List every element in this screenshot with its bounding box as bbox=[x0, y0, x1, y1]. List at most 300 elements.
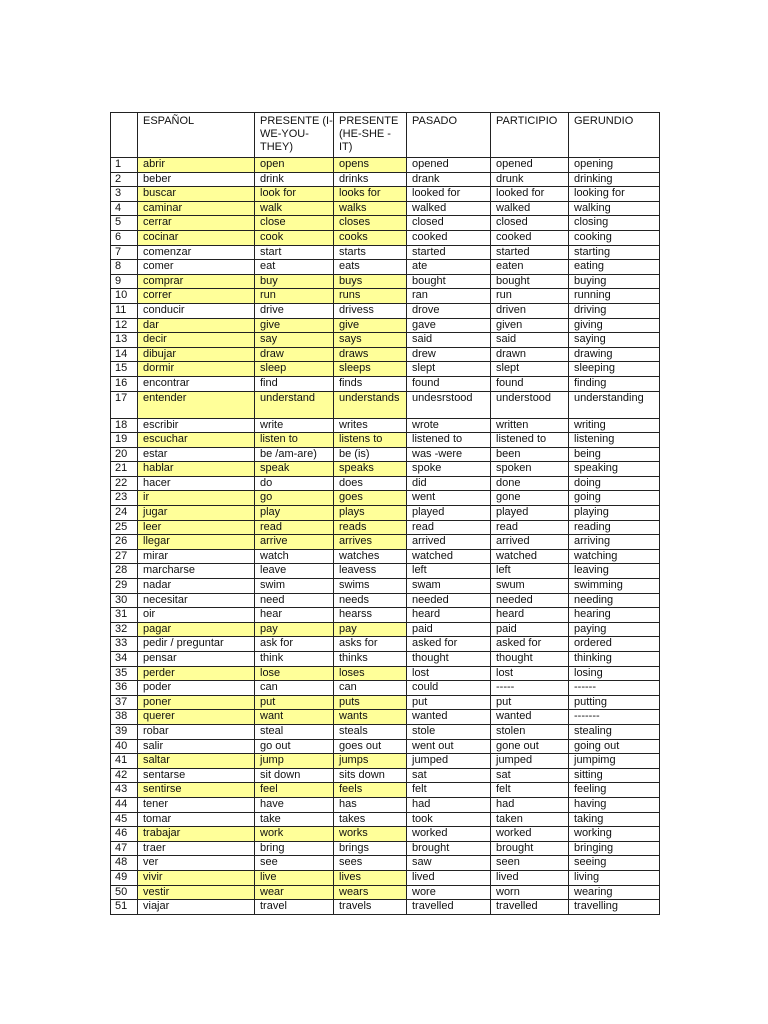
cell-pasado: drew bbox=[407, 347, 491, 362]
cell-espanol: pedir / preguntar bbox=[138, 637, 255, 652]
cell-presente-plural: start bbox=[255, 245, 334, 260]
cell-presente-singular: swims bbox=[334, 579, 407, 594]
table-row bbox=[111, 564, 660, 579]
cell-pasado: ran bbox=[407, 289, 491, 304]
cell-espanol: pagar bbox=[138, 622, 255, 637]
cell-gerundio: writing bbox=[569, 418, 660, 433]
cell-gerundio: being bbox=[569, 447, 660, 462]
row-number: 21 bbox=[111, 462, 138, 477]
cell-participio: gone out bbox=[491, 739, 569, 754]
cell-participio: taken bbox=[491, 812, 569, 827]
cell-participio: lived bbox=[491, 870, 569, 885]
cell-espanol: viajar bbox=[138, 900, 255, 915]
cell-presente-singular: loses bbox=[334, 666, 407, 681]
cell-participio: had bbox=[491, 797, 569, 812]
cell-presente-singular: feels bbox=[334, 783, 407, 798]
header-participio: PARTICIPIO bbox=[491, 113, 569, 158]
cell-presente-plural: say bbox=[255, 333, 334, 348]
table-row bbox=[111, 172, 660, 187]
row-number: 14 bbox=[111, 347, 138, 362]
cell-participio: closed bbox=[491, 216, 569, 231]
row-number: 48 bbox=[111, 856, 138, 871]
table-row bbox=[111, 710, 660, 725]
cell-participio: lost bbox=[491, 666, 569, 681]
row-number: 8 bbox=[111, 260, 138, 275]
row-number: 22 bbox=[111, 476, 138, 491]
cell-gerundio: bringing bbox=[569, 841, 660, 856]
cell-presente-singular: watches bbox=[334, 549, 407, 564]
cell-espanol: tomar bbox=[138, 812, 255, 827]
table-row bbox=[111, 230, 660, 245]
cell-presente-singular: thinks bbox=[334, 652, 407, 667]
cell-presente-plural: go bbox=[255, 491, 334, 506]
cell-presente-plural: walk bbox=[255, 201, 334, 216]
cell-espanol: marcharse bbox=[138, 564, 255, 579]
row-number: 2 bbox=[111, 172, 138, 187]
cell-gerundio: putting bbox=[569, 695, 660, 710]
cell-presente-singular: finds bbox=[334, 376, 407, 391]
row-number: 33 bbox=[111, 637, 138, 652]
cell-presente-singular: sees bbox=[334, 856, 407, 871]
cell-gerundio: eating bbox=[569, 260, 660, 275]
cell-espanol: nadar bbox=[138, 579, 255, 594]
table-row bbox=[111, 289, 660, 304]
cell-gerundio: looking for bbox=[569, 187, 660, 202]
table-row bbox=[111, 652, 660, 667]
cell-espanol: cocinar bbox=[138, 230, 255, 245]
cell-gerundio: needing bbox=[569, 593, 660, 608]
cell-gerundio: feeling bbox=[569, 783, 660, 798]
cell-espanol: oir bbox=[138, 608, 255, 623]
cell-presente-plural: lose bbox=[255, 666, 334, 681]
cell-participio: found bbox=[491, 376, 569, 391]
cell-gerundio: arriving bbox=[569, 535, 660, 550]
cell-gerundio: walking bbox=[569, 201, 660, 216]
cell-gerundio: ordered bbox=[569, 637, 660, 652]
row-number: 17 bbox=[111, 391, 138, 418]
cell-espanol: dibujar bbox=[138, 347, 255, 362]
cell-pasado: saw bbox=[407, 856, 491, 871]
table-row bbox=[111, 362, 660, 377]
cell-gerundio: stealing bbox=[569, 724, 660, 739]
table-row bbox=[111, 856, 660, 871]
cell-espanol: poner bbox=[138, 695, 255, 710]
cell-participio: run bbox=[491, 289, 569, 304]
cell-presente-singular: brings bbox=[334, 841, 407, 856]
cell-participio: done bbox=[491, 476, 569, 491]
row-number: 31 bbox=[111, 608, 138, 623]
cell-pasado: drove bbox=[407, 303, 491, 318]
cell-espanol: sentirse bbox=[138, 783, 255, 798]
table-row bbox=[111, 318, 660, 333]
cell-presente-plural: swim bbox=[255, 579, 334, 594]
cell-espanol: ver bbox=[138, 856, 255, 871]
cell-presente-plural: pay bbox=[255, 622, 334, 637]
cell-pasado: had bbox=[407, 797, 491, 812]
cell-espanol: vestir bbox=[138, 885, 255, 900]
cell-participio: asked for bbox=[491, 637, 569, 652]
cell-presente-plural: read bbox=[255, 520, 334, 535]
row-number: 30 bbox=[111, 593, 138, 608]
cell-espanol: querer bbox=[138, 710, 255, 725]
cell-presente-plural: think bbox=[255, 652, 334, 667]
cell-presente-singular: sleeps bbox=[334, 362, 407, 377]
header-espanol: ESPAÑOL bbox=[138, 113, 255, 158]
cell-participio: read bbox=[491, 520, 569, 535]
cell-pasado: spoke bbox=[407, 462, 491, 477]
cell-espanol: cerrar bbox=[138, 216, 255, 231]
row-number: 29 bbox=[111, 579, 138, 594]
cell-pasado: listened to bbox=[407, 433, 491, 448]
cell-espanol: buscar bbox=[138, 187, 255, 202]
table-row bbox=[111, 666, 660, 681]
cell-presente-plural: leave bbox=[255, 564, 334, 579]
cell-espanol: hablar bbox=[138, 462, 255, 477]
cell-gerundio: seeing bbox=[569, 856, 660, 871]
row-number: 38 bbox=[111, 710, 138, 725]
cell-pasado: sat bbox=[407, 768, 491, 783]
cell-presente-plural: hear bbox=[255, 608, 334, 623]
cell-presente-plural: eat bbox=[255, 260, 334, 275]
row-number: 26 bbox=[111, 535, 138, 550]
cell-gerundio: travelling bbox=[569, 900, 660, 915]
table-row bbox=[111, 245, 660, 260]
cell-presente-plural: listen to bbox=[255, 433, 334, 448]
table-row bbox=[111, 870, 660, 885]
cell-espanol: dormir bbox=[138, 362, 255, 377]
row-number: 6 bbox=[111, 230, 138, 245]
cell-presente-plural: speak bbox=[255, 462, 334, 477]
cell-presente-plural: close bbox=[255, 216, 334, 231]
cell-presente-singular: closes bbox=[334, 216, 407, 231]
cell-gerundio: jumpimg bbox=[569, 754, 660, 769]
cell-pasado: looked for bbox=[407, 187, 491, 202]
cell-presente-singular: goes out bbox=[334, 739, 407, 754]
header-gerundio: GERUNDIO bbox=[569, 113, 660, 158]
cell-presente-plural: steal bbox=[255, 724, 334, 739]
cell-participio: sat bbox=[491, 768, 569, 783]
cell-pasado: swam bbox=[407, 579, 491, 594]
cell-gerundio: playing bbox=[569, 506, 660, 521]
cell-pasado: started bbox=[407, 245, 491, 260]
row-number: 37 bbox=[111, 695, 138, 710]
table-row bbox=[111, 476, 660, 491]
cell-espanol: comprar bbox=[138, 274, 255, 289]
cell-pasado: said bbox=[407, 333, 491, 348]
cell-presente-singular: draws bbox=[334, 347, 407, 362]
cell-gerundio: losing bbox=[569, 666, 660, 681]
cell-presente-singular: needs bbox=[334, 593, 407, 608]
cell-pasado: wanted bbox=[407, 710, 491, 725]
table-row bbox=[111, 681, 660, 696]
table-row bbox=[111, 462, 660, 477]
cell-pasado: could bbox=[407, 681, 491, 696]
cell-presente-singular: jumps bbox=[334, 754, 407, 769]
cell-participio: arrived bbox=[491, 535, 569, 550]
cell-espanol: escribir bbox=[138, 418, 255, 433]
cell-presente-singular: leavess bbox=[334, 564, 407, 579]
cell-presente-singular: lives bbox=[334, 870, 407, 885]
cell-presente-singular: looks for bbox=[334, 187, 407, 202]
row-number: 50 bbox=[111, 885, 138, 900]
cell-presente-plural: find bbox=[255, 376, 334, 391]
cell-presente-plural: want bbox=[255, 710, 334, 725]
cell-espanol: pensar bbox=[138, 652, 255, 667]
cell-espanol: dar bbox=[138, 318, 255, 333]
row-number: 47 bbox=[111, 841, 138, 856]
cell-presente-singular: drinks bbox=[334, 172, 407, 187]
table-row bbox=[111, 520, 660, 535]
cell-presente-singular: writes bbox=[334, 418, 407, 433]
cell-presente-singular: listens to bbox=[334, 433, 407, 448]
row-number: 10 bbox=[111, 289, 138, 304]
cell-gerundio: sitting bbox=[569, 768, 660, 783]
cell-espanol: saltar bbox=[138, 754, 255, 769]
cell-pasado: took bbox=[407, 812, 491, 827]
cell-presente-singular: opens bbox=[334, 158, 407, 173]
cell-presente-plural: travel bbox=[255, 900, 334, 915]
cell-presente-singular: arrives bbox=[334, 535, 407, 550]
header-pasado: PASADO bbox=[407, 113, 491, 158]
cell-gerundio: leaving bbox=[569, 564, 660, 579]
cell-espanol: beber bbox=[138, 172, 255, 187]
cell-espanol: comer bbox=[138, 260, 255, 275]
cell-participio: swum bbox=[491, 579, 569, 594]
cell-participio: played bbox=[491, 506, 569, 521]
cell-gerundio: giving bbox=[569, 318, 660, 333]
table-row bbox=[111, 216, 660, 231]
row-number: 43 bbox=[111, 783, 138, 798]
cell-pasado: was -were bbox=[407, 447, 491, 462]
cell-espanol: abrir bbox=[138, 158, 255, 173]
cell-gerundio: having bbox=[569, 797, 660, 812]
cell-espanol: necesitar bbox=[138, 593, 255, 608]
table-row bbox=[111, 447, 660, 462]
cell-presente-plural: drive bbox=[255, 303, 334, 318]
cell-gerundio: buying bbox=[569, 274, 660, 289]
cell-presente-plural: sleep bbox=[255, 362, 334, 377]
cell-gerundio: doing bbox=[569, 476, 660, 491]
cell-gerundio: drinking bbox=[569, 172, 660, 187]
cell-espanol: trabajar bbox=[138, 827, 255, 842]
cell-presente-plural: live bbox=[255, 870, 334, 885]
cell-espanol: ir bbox=[138, 491, 255, 506]
cell-espanol: encontrar bbox=[138, 376, 255, 391]
table-row bbox=[111, 622, 660, 637]
row-number: 5 bbox=[111, 216, 138, 231]
cell-presente-plural: understand bbox=[255, 391, 334, 418]
cell-espanol: sentarse bbox=[138, 768, 255, 783]
cell-participio: eaten bbox=[491, 260, 569, 275]
cell-presente-plural: ask for bbox=[255, 637, 334, 652]
row-number: 49 bbox=[111, 870, 138, 885]
row-number: 19 bbox=[111, 433, 138, 448]
cell-presente-plural: wear bbox=[255, 885, 334, 900]
cell-presente-singular: wears bbox=[334, 885, 407, 900]
row-number: 24 bbox=[111, 506, 138, 521]
cell-presente-singular: puts bbox=[334, 695, 407, 710]
cell-presente-plural: arrive bbox=[255, 535, 334, 550]
cell-pasado: jumped bbox=[407, 754, 491, 769]
cell-presente-singular: drivess bbox=[334, 303, 407, 318]
cell-pasado: bought bbox=[407, 274, 491, 289]
cell-espanol: decir bbox=[138, 333, 255, 348]
cell-participio: drawn bbox=[491, 347, 569, 362]
cell-pasado: travelled bbox=[407, 900, 491, 915]
table-row bbox=[111, 841, 660, 856]
row-number: 44 bbox=[111, 797, 138, 812]
cell-espanol: traer bbox=[138, 841, 255, 856]
cell-gerundio: working bbox=[569, 827, 660, 842]
cell-pasado: drank bbox=[407, 172, 491, 187]
cell-pasado: stole bbox=[407, 724, 491, 739]
cell-presente-plural: can bbox=[255, 681, 334, 696]
cell-pasado: read bbox=[407, 520, 491, 535]
cell-pasado: cooked bbox=[407, 230, 491, 245]
cell-participio: heard bbox=[491, 608, 569, 623]
cell-presente-plural: be /am-are) bbox=[255, 447, 334, 462]
table-row bbox=[111, 900, 660, 915]
cell-pasado: needed bbox=[407, 593, 491, 608]
cell-presente-plural: see bbox=[255, 856, 334, 871]
cell-pasado: slept bbox=[407, 362, 491, 377]
row-number: 41 bbox=[111, 754, 138, 769]
cell-espanol: poder bbox=[138, 681, 255, 696]
row-number: 7 bbox=[111, 245, 138, 260]
table-row bbox=[111, 274, 660, 289]
table-row bbox=[111, 433, 660, 448]
cell-espanol: entender bbox=[138, 391, 255, 418]
cell-gerundio: saying bbox=[569, 333, 660, 348]
cell-gerundio: going bbox=[569, 491, 660, 506]
cell-gerundio: speaking bbox=[569, 462, 660, 477]
row-number: 51 bbox=[111, 900, 138, 915]
cell-pasado: left bbox=[407, 564, 491, 579]
cell-gerundio: thinking bbox=[569, 652, 660, 667]
cell-participio: looked for bbox=[491, 187, 569, 202]
cell-presente-plural: write bbox=[255, 418, 334, 433]
cell-presente-singular: steals bbox=[334, 724, 407, 739]
row-number: 35 bbox=[111, 666, 138, 681]
table-row bbox=[111, 579, 660, 594]
cell-gerundio: cooking bbox=[569, 230, 660, 245]
cell-presente-singular: works bbox=[334, 827, 407, 842]
row-number: 20 bbox=[111, 447, 138, 462]
table-row bbox=[111, 797, 660, 812]
cell-gerundio: ------- bbox=[569, 710, 660, 725]
cell-participio: walked bbox=[491, 201, 569, 216]
cell-gerundio: closing bbox=[569, 216, 660, 231]
cell-gerundio: paying bbox=[569, 622, 660, 637]
cell-pasado: undesrstood bbox=[407, 391, 491, 418]
header-presente-singular: PRESENTE (HE-SHE - IT) bbox=[334, 113, 407, 158]
cell-presente-singular: give bbox=[334, 318, 407, 333]
row-number: 42 bbox=[111, 768, 138, 783]
cell-presente-singular: speaks bbox=[334, 462, 407, 477]
cell-pasado: ate bbox=[407, 260, 491, 275]
cell-presente-singular: sits down bbox=[334, 768, 407, 783]
cell-espanol: estar bbox=[138, 447, 255, 462]
cell-pasado: wrote bbox=[407, 418, 491, 433]
table-row bbox=[111, 506, 660, 521]
cell-participio: jumped bbox=[491, 754, 569, 769]
cell-pasado: thought bbox=[407, 652, 491, 667]
cell-gerundio: swimming bbox=[569, 579, 660, 594]
row-number: 34 bbox=[111, 652, 138, 667]
cell-espanol: correr bbox=[138, 289, 255, 304]
cell-gerundio: hearing bbox=[569, 608, 660, 623]
table-row bbox=[111, 593, 660, 608]
cell-pasado: played bbox=[407, 506, 491, 521]
cell-presente-singular: plays bbox=[334, 506, 407, 521]
cell-presente-singular: be (is) bbox=[334, 447, 407, 462]
row-number: 40 bbox=[111, 739, 138, 754]
cell-presente-plural: drink bbox=[255, 172, 334, 187]
cell-participio: said bbox=[491, 333, 569, 348]
table-row bbox=[111, 333, 660, 348]
cell-presente-singular: does bbox=[334, 476, 407, 491]
cell-presente-plural: jump bbox=[255, 754, 334, 769]
table-row bbox=[111, 783, 660, 798]
cell-presente-singular: buys bbox=[334, 274, 407, 289]
cell-presente-singular: runs bbox=[334, 289, 407, 304]
cell-presente-singular: asks for bbox=[334, 637, 407, 652]
cell-participio: needed bbox=[491, 593, 569, 608]
cell-pasado: asked for bbox=[407, 637, 491, 652]
row-number: 1 bbox=[111, 158, 138, 173]
cell-participio: thought bbox=[491, 652, 569, 667]
row-number: 9 bbox=[111, 274, 138, 289]
cell-gerundio: running bbox=[569, 289, 660, 304]
cell-presente-singular: starts bbox=[334, 245, 407, 260]
cell-presente-singular: eats bbox=[334, 260, 407, 275]
cell-presente-plural: watch bbox=[255, 549, 334, 564]
cell-espanol: mirar bbox=[138, 549, 255, 564]
cell-presente-plural: need bbox=[255, 593, 334, 608]
row-number: 18 bbox=[111, 418, 138, 433]
cell-participio: been bbox=[491, 447, 569, 462]
cell-presente-plural: bring bbox=[255, 841, 334, 856]
cell-espanol: conducir bbox=[138, 303, 255, 318]
cell-participio: travelled bbox=[491, 900, 569, 915]
cell-participio: understood bbox=[491, 391, 569, 418]
cell-presente-plural: draw bbox=[255, 347, 334, 362]
table-row bbox=[111, 549, 660, 564]
cell-gerundio: wearing bbox=[569, 885, 660, 900]
cell-presente-singular: wants bbox=[334, 710, 407, 725]
cell-presente-plural: put bbox=[255, 695, 334, 710]
cell-participio: driven bbox=[491, 303, 569, 318]
cell-presente-plural: cook bbox=[255, 230, 334, 245]
table-row bbox=[111, 885, 660, 900]
cell-espanol: escuchar bbox=[138, 433, 255, 448]
cell-presente-plural: sit down bbox=[255, 768, 334, 783]
cell-pasado: gave bbox=[407, 318, 491, 333]
table-row bbox=[111, 739, 660, 754]
row-number: 23 bbox=[111, 491, 138, 506]
table-row bbox=[111, 827, 660, 842]
cell-pasado: went out bbox=[407, 739, 491, 754]
table-row bbox=[111, 695, 660, 710]
cell-pasado: arrived bbox=[407, 535, 491, 550]
cell-gerundio: listening bbox=[569, 433, 660, 448]
cell-espanol: hacer bbox=[138, 476, 255, 491]
row-number: 25 bbox=[111, 520, 138, 535]
cell-espanol: llegar bbox=[138, 535, 255, 550]
cell-participio: started bbox=[491, 245, 569, 260]
cell-pasado: felt bbox=[407, 783, 491, 798]
cell-gerundio: watching bbox=[569, 549, 660, 564]
